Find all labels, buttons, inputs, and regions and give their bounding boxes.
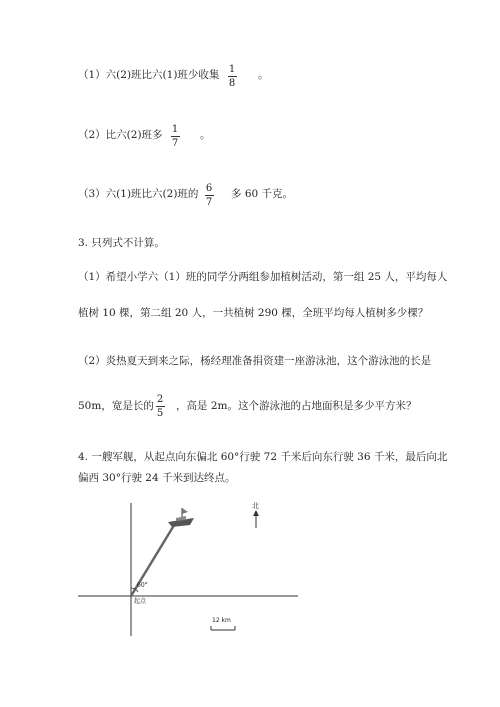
fraction-denominator: 7 — [171, 138, 179, 149]
fraction-denominator: 8 — [228, 78, 236, 89]
q2-part2-end: 。 — [200, 129, 211, 141]
north-label: 北 — [252, 502, 259, 510]
q4-line2: 偏西 30°行驶 24 千米到达终点。 — [78, 472, 236, 484]
angle-label: 60° — [137, 582, 148, 589]
q2-part1-text: （1）六(2)班比六(1)班少收集 — [78, 69, 220, 81]
q2-part3-text: （3）六(1)班比六(2)班的 — [78, 188, 199, 200]
fraction-numerator: 1 — [228, 64, 236, 75]
scale-bar — [211, 626, 235, 630]
q4-line1: 4. 一艘军舰，从起点向东偏北 60°行驶 72 千米后向东行驶 36 千米，最后向北 — [78, 451, 448, 463]
q2-part1-end: 。 — [258, 69, 269, 81]
north-arrow-icon — [253, 510, 259, 528]
start-label: 起点 — [134, 598, 147, 605]
ship-icon — [168, 508, 194, 527]
q2-part3-end: 多 60 千克。 — [231, 188, 294, 200]
fraction-denominator: 7 — [205, 197, 213, 208]
fraction-denominator: 5 — [156, 408, 164, 419]
fraction-numerator: 2 — [156, 394, 164, 405]
q3-part1-line2: 植树 10 棵，第二组 20 人，一共植树 290 棵，全班平均每人植树多少棵？ — [78, 307, 429, 319]
q3-part1-line1: （1）希望小学六（1）班的同学分两组参加植树活动，第一组 25 人，平均每人 — [78, 271, 448, 283]
fraction-numerator: 6 — [205, 183, 213, 194]
q3-part2-line2-start: 50m，宽是长的 — [78, 400, 154, 412]
q3-heading: 3. 只列式不计算。 — [78, 237, 165, 249]
scale-label: 12 km — [212, 617, 231, 624]
q3-part2-line1: （2）炎热夏天到来之际，杨经理准备捐资建一座游泳池，这个游泳池的长是 — [78, 355, 432, 367]
fraction-numerator: 1 — [171, 124, 179, 135]
q3-part2-line2-end: ，高是 2m。这个游泳池的占地面积是多少平方米？ — [176, 400, 417, 412]
q2-part2-text: （2）比六(2)班多 — [78, 129, 163, 141]
